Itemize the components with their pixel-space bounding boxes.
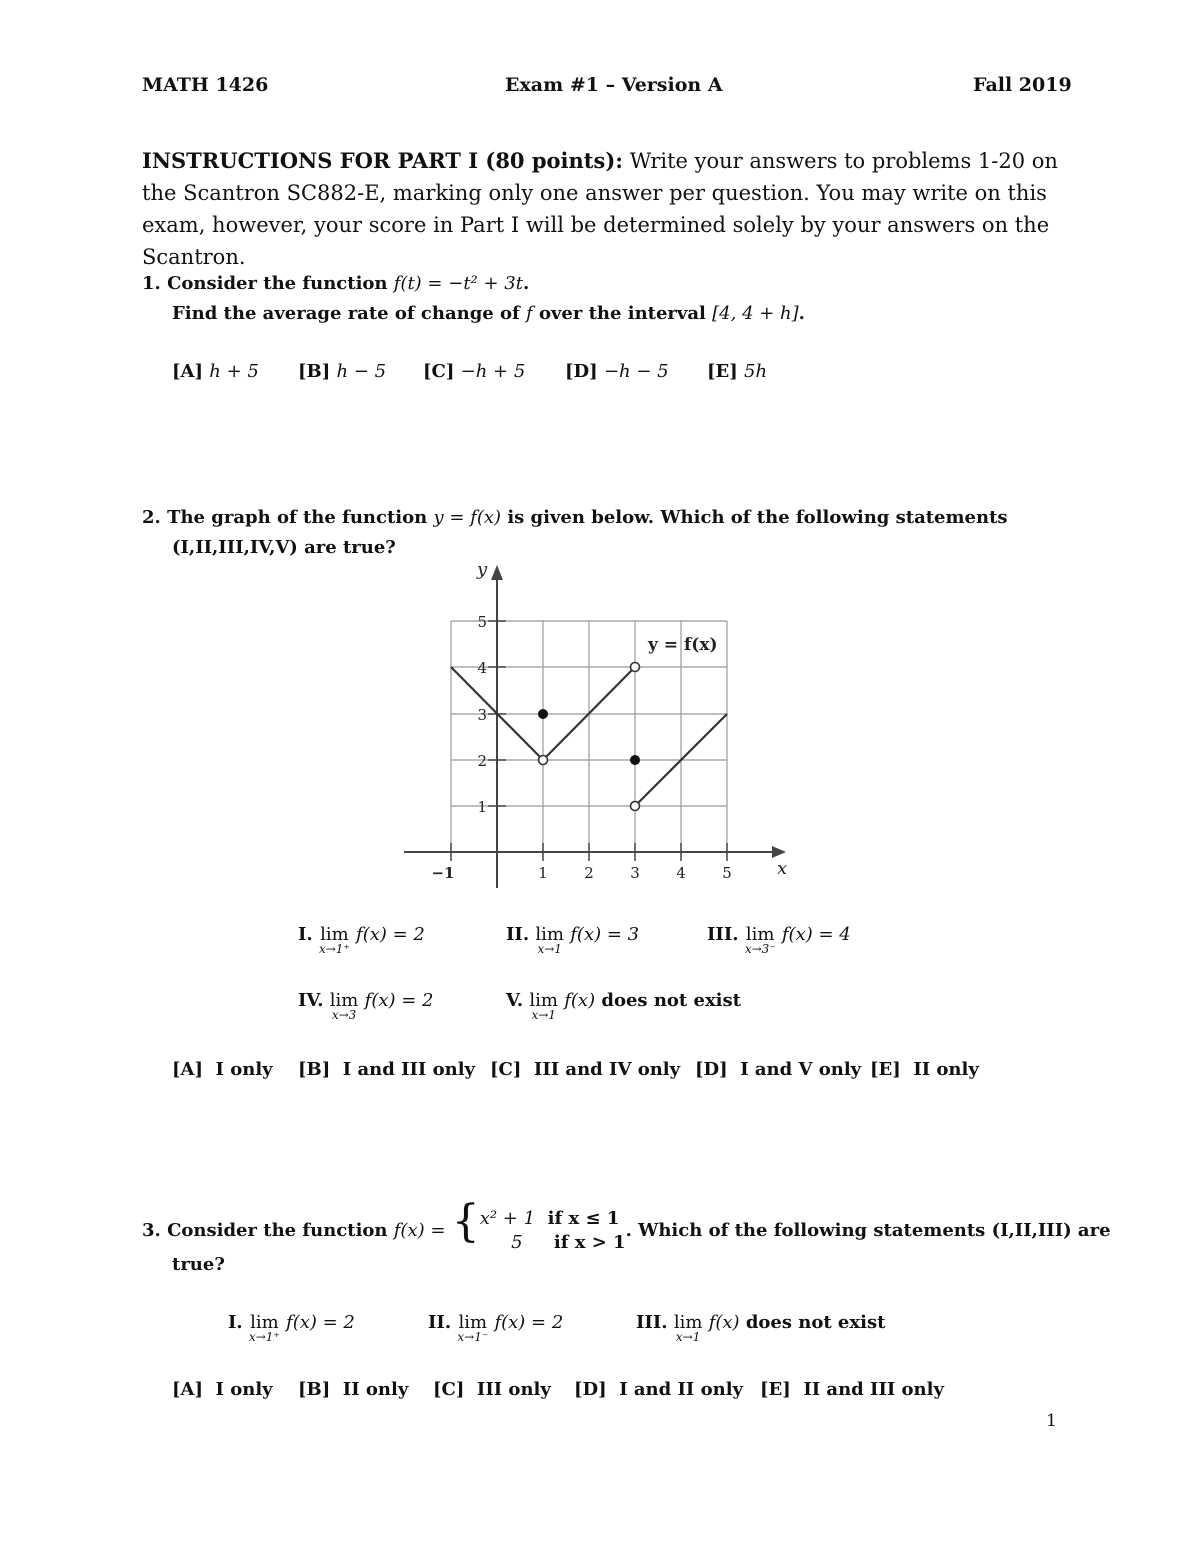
lim-text: lim (250, 1312, 279, 1333)
choice-value: I only (215, 1059, 273, 1080)
lim-text: lim (458, 1312, 488, 1333)
q2-statement-v (506, 990, 741, 1021)
y-tick-label: 4 (477, 659, 487, 677)
choice-value: −h − 5 (603, 361, 669, 382)
math-expression: f(x) = 2 (494, 1312, 564, 1333)
lim-subscript: x→1 (675, 1330, 701, 1344)
x-tick-label: 3 (630, 864, 640, 882)
y-tick-label: 3 (477, 706, 487, 724)
math-expression: f(x) = 4 (781, 924, 851, 945)
limit-operator (745, 924, 776, 955)
axes (404, 565, 786, 888)
limit-operator (529, 990, 558, 1021)
exam-term: Fall 2019 (973, 74, 1072, 96)
choice-label: [E] (870, 1059, 901, 1080)
question-text: over the interval (532, 303, 713, 324)
math-expression: f(t) = −t² + 3t (393, 273, 523, 294)
choice-label: [A] (172, 361, 203, 382)
x-axis-arrow-icon (772, 846, 786, 858)
limit-operator (674, 1312, 703, 1343)
question-number: 3. (142, 1220, 161, 1241)
math-expression: 5 (511, 1232, 523, 1253)
choice-value: II and III only (803, 1379, 944, 1400)
y-axis-label: y (477, 559, 488, 580)
statement-label: II. (428, 1312, 452, 1333)
lim-subscript: x→3⁻ (744, 942, 776, 956)
q2-choice-d[interactable] (695, 1059, 861, 1080)
piecewise-case-1 (480, 1207, 626, 1231)
lim-subscript: x→1 (537, 942, 562, 956)
choice-label: [A] (172, 1379, 203, 1400)
statement-label: I. (298, 924, 313, 945)
statement-label: II. (506, 924, 530, 945)
math-expression: x² + 1 (479, 1208, 536, 1229)
statement-tail: does not exist (739, 1312, 886, 1333)
course-code: MATH 1426 (142, 74, 269, 96)
choice-value: II only (342, 1379, 409, 1400)
filled-point (630, 755, 640, 765)
choice-label: [D] (574, 1379, 607, 1400)
curve-label: y = f(x) (648, 635, 718, 655)
question-text: Consider the function (167, 273, 394, 294)
left-brace-icon: { (451, 1196, 480, 1247)
case-condition: if x ≤ 1 (547, 1208, 620, 1229)
q2-choice-e[interactable] (870, 1059, 979, 1080)
q3-statement-i (228, 1312, 355, 1343)
choice-label: [E] (760, 1379, 791, 1400)
math-expression: f(x) = 2 (356, 924, 425, 945)
q2-choice-a[interactable] (172, 1059, 273, 1080)
lim-subscript: x→1⁺ (318, 942, 350, 956)
limit-operator (535, 924, 564, 955)
statement-label: III. (636, 1312, 668, 1333)
limit-operator (249, 1312, 280, 1343)
lim-subscript: x→1⁻ (457, 1330, 489, 1344)
question-text: . (522, 273, 530, 294)
x-tick-label: 2 (584, 864, 594, 882)
math-expression: f(x) = 2 (286, 1312, 355, 1333)
x-tick-label: 1 (538, 864, 548, 882)
choice-label: [B] (298, 1059, 331, 1080)
q2-statement-iv (298, 990, 434, 1021)
lim-text: lim (320, 924, 349, 945)
instructions-text: Write your answers to problems 1-20 on the Scantron SC882-E, marking only one answer per question. You may write on this exam, however, your score in Part I will be determined solely by your answers on the Scantron. (142, 149, 1058, 269)
q3-statement-iii (636, 1312, 885, 1343)
choice-value: III and IV only (533, 1059, 681, 1080)
page-number: 1 (1046, 1411, 1057, 1431)
math-expression: f(x) (564, 990, 596, 1011)
y-tick-label: 5 (477, 613, 487, 631)
choice-label: [B] (298, 1379, 331, 1400)
lim-subscript: x→1 (531, 1008, 556, 1022)
exam-title: Exam #1 – Version A (505, 74, 723, 96)
choice-value: I and III only (342, 1059, 476, 1080)
math-expression: f (526, 303, 533, 324)
open-point (631, 802, 640, 811)
question-text: is given below. Which of the following statements (501, 507, 1008, 528)
choice-label: [C] (433, 1379, 465, 1400)
q3-choice-d[interactable] (574, 1379, 743, 1400)
choice-value: III only (476, 1379, 551, 1400)
math-expression: f(x) = (393, 1220, 446, 1241)
choice-value: I only (215, 1379, 273, 1400)
filled-point (538, 709, 548, 719)
choice-value: 5h (744, 361, 768, 382)
choice-label: [C] (423, 361, 455, 382)
question-3-line-1 (142, 1196, 1111, 1255)
question-text: Consider the function (167, 1220, 394, 1241)
choice-value: h + 5 (209, 361, 259, 382)
math-expression: y = f(x) (433, 507, 502, 528)
choice-value: II only (913, 1059, 979, 1080)
lim-text: lim (329, 990, 359, 1011)
q2-statement-iii (707, 924, 851, 955)
q3-choice-e[interactable] (760, 1379, 944, 1400)
lim-text: lim (673, 1312, 703, 1333)
q2-choice-c[interactable] (490, 1059, 680, 1080)
q3-choice-a[interactable] (172, 1379, 273, 1400)
question-number: 1. (142, 273, 161, 294)
statement-label: I. (228, 1312, 243, 1333)
piecewise-cases (480, 1207, 626, 1255)
statement-label: V. (506, 990, 524, 1011)
x-tick-label: −1 (431, 864, 455, 882)
choice-value: I and V only (740, 1059, 862, 1080)
math-expression: f(x) = 3 (570, 924, 640, 945)
y-tick-label: 1 (477, 798, 487, 816)
question-number: 2. (142, 507, 161, 528)
q3-choice-b[interactable] (298, 1379, 408, 1400)
q2-statement-ii (506, 924, 639, 955)
limit-operator (457, 1312, 488, 1343)
instructions-label: INSTRUCTIONS FOR PART I (80 points): (142, 148, 624, 173)
question-text: . Which of the following statements (I,II,III) are (625, 1220, 1111, 1241)
limit-operator (319, 924, 350, 955)
case-condition: if x > 1 (553, 1232, 626, 1253)
choice-label: [C] (490, 1059, 522, 1080)
choice-label: [D] (565, 361, 598, 382)
open-point (539, 756, 548, 765)
question-text: Find the average rate of change of (172, 303, 527, 324)
choice-value: I and II only (619, 1379, 743, 1400)
lim-text: lim (535, 924, 564, 945)
open-point (631, 663, 640, 672)
question-text: The graph of the function (167, 507, 434, 528)
y-axis-arrow-icon (491, 565, 503, 580)
math-expression: f(x) = 2 (364, 990, 434, 1011)
choice-label: [D] (695, 1059, 728, 1080)
choice-value: h − 5 (336, 361, 387, 382)
x-tick-label: 4 (676, 864, 686, 882)
lim-text: lim (745, 924, 775, 945)
y-tick-label: 2 (477, 752, 487, 770)
q2-choice-b[interactable] (298, 1059, 475, 1080)
math-expression: [4, 4 + h] (712, 303, 799, 324)
grid (451, 621, 727, 852)
q3-statement-ii (428, 1312, 563, 1343)
choice-value: −h + 5 (460, 361, 526, 382)
x-tick-label: 5 (722, 864, 732, 882)
statement-label: III. (707, 924, 739, 945)
piecewise-case-2 (480, 1231, 626, 1255)
statement-tail: does not exist (595, 990, 741, 1011)
limit-operator (330, 990, 359, 1021)
q3-choice-c[interactable] (433, 1379, 551, 1400)
choice-label: [A] (172, 1059, 203, 1080)
question-text: . (798, 303, 805, 324)
lim-text: lim (529, 990, 558, 1011)
statement-label: IV. (298, 990, 324, 1011)
q2-statement-i (298, 924, 425, 955)
x-axis-label: x (777, 858, 788, 879)
lim-subscript: x→1⁺ (248, 1330, 280, 1344)
choice-label: [E] (707, 361, 738, 382)
question-3-line-2: true? (172, 1254, 225, 1275)
lim-subscript: x→3 (331, 1008, 357, 1022)
math-expression: f(x) (708, 1312, 740, 1333)
question-2-line-2: (I,II,III,IV,V) are true? (172, 537, 396, 558)
choice-label: [B] (298, 361, 331, 382)
